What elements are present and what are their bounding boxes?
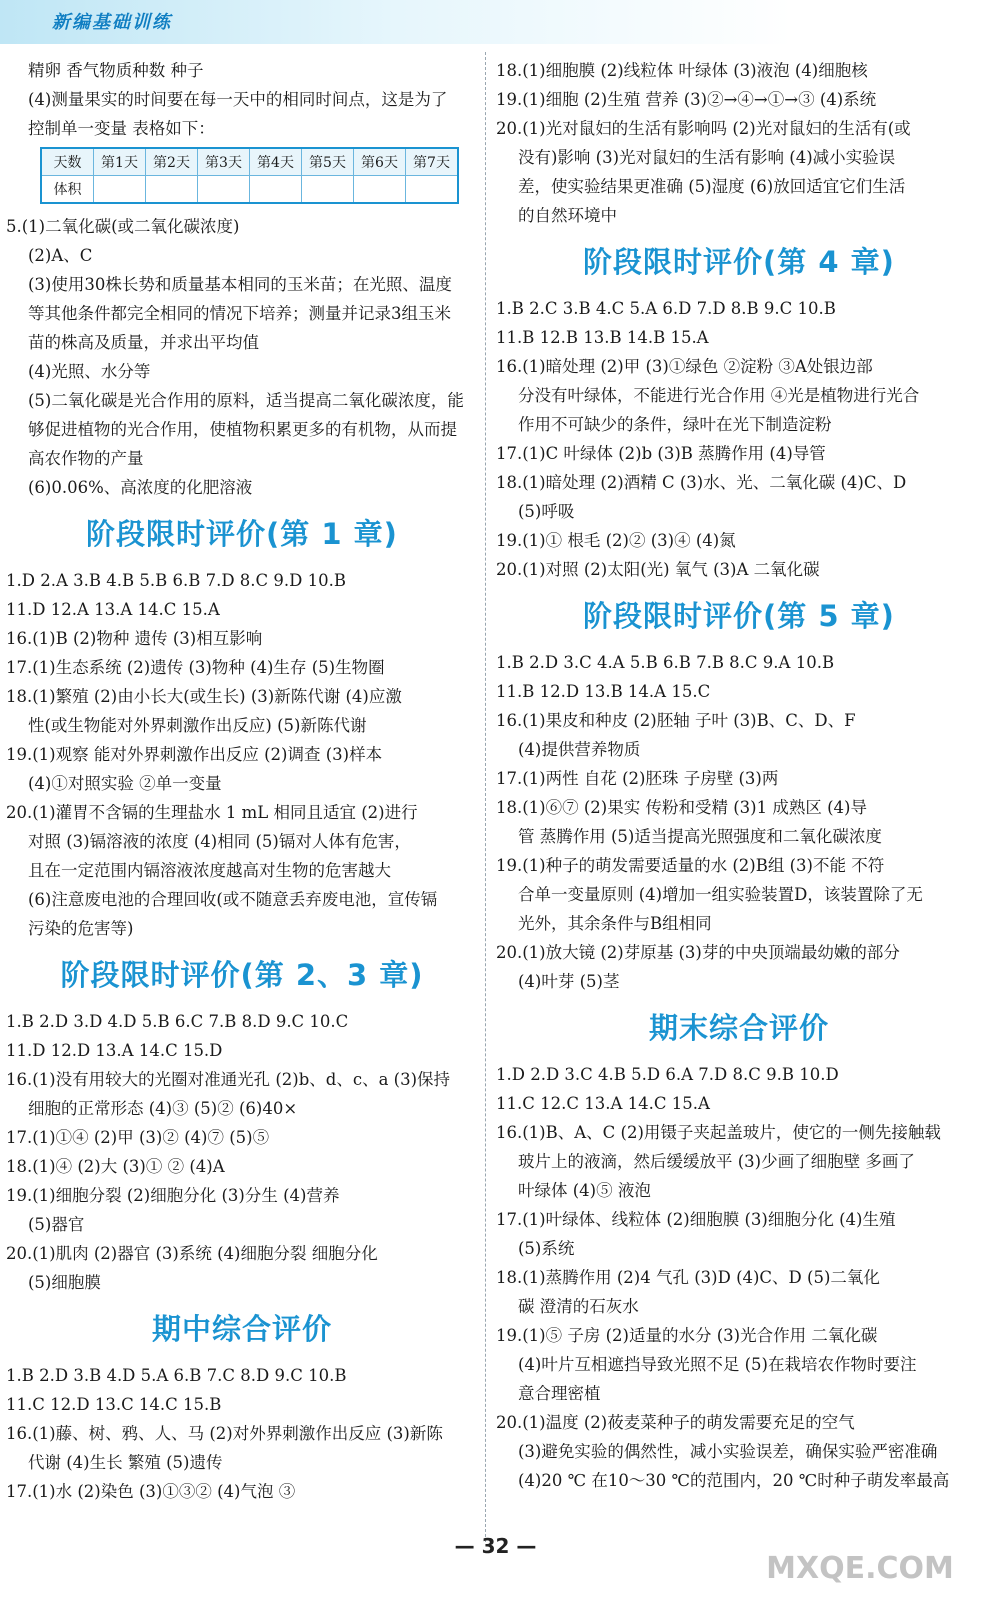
answer-line: 叶绿体 (4)⑤ 液泡 xyxy=(518,1181,651,1200)
answer-line: 1.D 2.D 3.C 4.B 5.D 6.A 7.D 8.C 9.B 10.D xyxy=(496,1065,839,1084)
table-cell xyxy=(406,176,459,204)
table-cell xyxy=(94,176,146,204)
table-cell: 第3天 xyxy=(198,148,250,176)
table-cell xyxy=(354,176,406,204)
page-number: — 32 — xyxy=(454,1534,537,1558)
answer-line: (3)使用30株长势和质量基本相同的玉米苗；在光照、温度 xyxy=(28,275,452,294)
answer-line: 19.(1)⑤ 子房 (2)适量的水分 (3)光合作用 二氧化碳 xyxy=(496,1326,878,1345)
answer-line: 性(或生物能对外界刺激作出反应) (5)新陈代谢 xyxy=(28,716,367,735)
answer-line: 光外，其余条件与B组相同 xyxy=(518,914,712,933)
section-heading: 阶段限时评价(第 4 章) xyxy=(583,245,895,279)
answer-line: 19.(1)细胞分裂 (2)细胞分化 (3)分生 (4)营养 xyxy=(6,1186,340,1205)
section-heading: 阶段限时评价(第 5 章) xyxy=(583,599,895,633)
answer-line: 11.D 12.D 13.A 14.C 15.D xyxy=(6,1041,223,1060)
table-cell: 天数 xyxy=(41,148,94,176)
answer-line: (3)避免实验的偶然性，减小实验误差，确保实验严密准确 xyxy=(518,1442,938,1461)
table-cell: 第7天 xyxy=(406,148,459,176)
table-cell xyxy=(198,176,250,204)
answer-line: 19.(1)种子的萌发需要适量的水 (2)B组 (3)不能 不符 xyxy=(496,856,885,875)
answer-line: 17.(1)C 叶绿体 (2)b (3)B 蒸腾作用 (4)导管 xyxy=(496,444,826,463)
answer-line: 18.(1)暗处理 (2)酒精 C (3)水、光、二氧化碳 (4)C、D xyxy=(496,473,907,492)
table-cell xyxy=(250,176,302,204)
answer-line: 16.(1)果皮和种皮 (2)胚轴 子叶 (3)B、C、D、F xyxy=(496,711,856,730)
answer-line: 且在一定范围内镉溶液浓度越高对生物的危害越大 xyxy=(28,861,391,880)
answer-line: 1.B 2.D 3.D 4.D 5.B 6.C 7.B 8.D 9.C 10.C xyxy=(6,1012,349,1031)
answer-line: 污染的危害等) xyxy=(28,919,134,938)
answer-line: 等其他条件都完全相同的情况下培养；测量并记录3组玉米 xyxy=(28,304,451,323)
answer-line: (5)细胞膜 xyxy=(28,1273,101,1292)
answer-line: (6)注意废电池的合理回收(或不随意丢弃废电池，宣传镉 xyxy=(28,890,438,909)
answer-line: (2)A、C xyxy=(28,246,93,265)
answer-line: 精卵 香气物质种数 种子 xyxy=(28,61,204,80)
answer-line: 1.B 2.D 3.C 4.A 5.B 6.B 7.B 8.C 9.A 10.B xyxy=(496,653,835,672)
answer-line: 合单一变量原则 (4)增加一组实验装置D，该装置除了无 xyxy=(518,885,923,904)
answer-line: 1.B 2.C 3.B 4.C 5.A 6.D 7.D 8.B 9.C 10.B xyxy=(496,299,836,318)
answer-line: 细胞的正常形态 (4)③ (5)② (6)40× xyxy=(28,1099,298,1118)
table-cell xyxy=(146,176,198,204)
answer-line: 1.D 2.A 3.B 4.B 5.B 6.B 7.D 8.C 9.D 10.B xyxy=(6,571,346,590)
answer-line: (4)叶芽 (5)茎 xyxy=(518,972,620,991)
answer-line: 高农作物的产量 xyxy=(28,449,144,468)
answer-line: 管 蒸腾作用 (5)适当提高光照强度和二氧化碳浓度 xyxy=(518,827,882,846)
answer-line: 18.(1)繁殖 (2)由小长大(或生长) (3)新陈代谢 (4)应激 xyxy=(6,687,402,706)
answer-line: (4)光照、水分等 xyxy=(28,362,151,381)
table-cell: 第1天 xyxy=(94,148,146,176)
answer-line: 18.(1)④ (2)大 (3)① ② (4)A xyxy=(6,1157,225,1176)
answer-line: (4)①对照实验 ②单一变量 xyxy=(28,774,222,793)
answer-line: 1.B 2.D 3.B 4.D 5.A 6.B 7.C 8.D 9.C 10.B xyxy=(6,1366,347,1385)
answer-line: (4)测量果实的时间要在每一天中的相同时间点，这是为了 xyxy=(28,90,448,109)
answer-line: 17.(1)两性 自花 (2)胚珠 子房壁 (3)两 xyxy=(496,769,779,788)
answer-line: 16.(1)没有用较大的光圈对准通光孔 (2)b、d、c、a (3)保持 xyxy=(6,1070,451,1089)
answer-line: 11.C 12.D 13.C 14.C 15.B xyxy=(6,1395,222,1414)
table-cell xyxy=(302,176,354,204)
table-cell: 第2天 xyxy=(146,148,198,176)
answer-line: 20.(1)对照 (2)太阳(光) 氧气 (3)A 二氧化碳 xyxy=(496,560,820,579)
answer-line: 20.(1)光对鼠妇的生活有影响吗 (2)光对鼠妇的生活有(或 xyxy=(496,119,911,138)
answer-line: 11.B 12.B 13.B 14.B 15.A xyxy=(496,328,709,347)
answer-line: 18.(1)⑥⑦ (2)果实 传粉和受精 (3)1 成熟区 (4)导 xyxy=(496,798,867,817)
answer-line: 17.(1)叶绿体、线粒体 (2)细胞膜 (3)细胞分化 (4)生殖 xyxy=(496,1210,896,1229)
table-cell: 第4天 xyxy=(250,148,302,176)
answer-line: 对照 (3)镉溶液的浓度 (4)相同 (5)镉对人体有危害， xyxy=(28,832,411,851)
answer-line: 19.(1)① 根毛 (2)② (3)④ (4)氮 xyxy=(496,531,736,550)
answer-line: (5)呼吸 xyxy=(518,502,575,521)
answer-line: 20.(1)放大镜 (2)芽原基 (3)芽的中央顶端最幼嫩的部分 xyxy=(496,943,900,962)
section-heading: 期末综合评价 xyxy=(648,1011,829,1045)
answer-line: 11.D 12.A 13.A 14.C 15.A xyxy=(6,600,220,619)
answer-line: 差，使实验结果更准确 (5)湿度 (6)放回适宜它们生活 xyxy=(518,177,906,196)
book-series-title: 新编基础训练 xyxy=(52,12,172,33)
answer-line: 11.C 12.C 13.A 14.C 15.A xyxy=(496,1094,710,1113)
table-row xyxy=(41,148,458,176)
answer-line: (5)器官 xyxy=(28,1215,85,1234)
answer-line: 苗的株高及质量，并求出平均值 xyxy=(28,333,259,352)
answer-line: 20.(1)温度 (2)莜麦菜种子的萌发需要充足的空气 xyxy=(496,1413,855,1432)
answer-line: 16.(1)藤、树、鸦、人、马 (2)对外界刺激作出反应 (3)新陈 xyxy=(6,1424,443,1443)
answer-line: 没有)影响 (3)光对鼠妇的生活有影响 (4)减小实验误 xyxy=(518,148,896,167)
section-heading: 期中综合评价 xyxy=(151,1312,332,1346)
answer-line: 16.(1)B、A、C (2)用镊子夹起盖玻片，使它的一侧先接触载 xyxy=(496,1123,941,1142)
answer-line: 5.(1)二氧化碳(或二氧化碳浓度) xyxy=(6,217,240,236)
answer-line: 18.(1)细胞膜 (2)线粒体 叶绿体 (3)液泡 (4)细胞核 xyxy=(496,61,868,80)
table-cell: 第6天 xyxy=(354,148,406,176)
answer-line: 17.(1)生态系统 (2)遗传 (3)物种 (4)生存 (5)生物圈 xyxy=(6,658,385,677)
section-heading: 阶段限时评价(第 2、3 章) xyxy=(60,958,424,992)
answer-line: 16.(1)暗处理 (2)甲 (3)①绿色 ②淀粉 ③A处银边部 xyxy=(496,357,873,376)
answer-line: (4)20 ℃ 在10～30 ℃的范围内，20 ℃时种子萌发率最高 xyxy=(518,1471,950,1490)
answer-line: (5)二氧化碳是光合作用的原料，适当提高二氧化碳浓度，能 xyxy=(28,391,464,410)
answer-line: 作用不可缺少的条件，绿叶在光下制造淀粉 xyxy=(518,415,832,434)
answer-line: (6)0.06%、高浓度的化肥溶液 xyxy=(28,478,253,497)
answer-line: 够促进植物的光合作用，使植物积累更多的有机物，从而提 xyxy=(28,420,457,439)
answer-line: 19.(1)观察 能对外界刺激作出反应 (2)调查 (3)样本 xyxy=(6,745,383,764)
answer-line: 意合理密植 xyxy=(518,1384,601,1403)
answer-line: 玻片上的液滴，然后缓缓放平 (3)少画了细胞壁 多画了 xyxy=(518,1152,915,1171)
answer-line: 17.(1)水 (2)染色 (3)①③② (4)气泡 ③ xyxy=(6,1482,296,1501)
answer-line: (4)提供营养物质 xyxy=(518,740,641,759)
header-banner xyxy=(0,0,991,44)
answer-line: 18.(1)蒸腾作用 (2)4 气孔 (3)D (4)C、D (5)二氧化 xyxy=(496,1268,880,1287)
answer-line: 代谢 (4)生长 繁殖 (5)遗传 xyxy=(28,1453,223,1472)
answer-line: 分没有叶绿体，不能进行光合作用 ④光是植物进行光合 xyxy=(518,386,920,405)
answer-line: (4)叶片互相遮挡导致光照不足 (5)在栽培农作物时要注 xyxy=(518,1355,917,1374)
answer-line: 19.(1)细胞 (2)生殖 营养 (3)②→④→①→③ (4)系统 xyxy=(496,90,877,109)
answer-line: 11.B 12.D 13.B 14.A 15.C xyxy=(496,682,711,701)
column-divider xyxy=(485,52,486,1542)
section-heading: 阶段限时评价(第 1 章) xyxy=(86,517,398,551)
watermark-text: MXQE.COM xyxy=(766,1551,954,1586)
table-cell: 体积 xyxy=(41,176,94,204)
measurement-table xyxy=(40,147,459,204)
answer-line: (5)系统 xyxy=(518,1239,575,1258)
answer-line: 17.(1)①④ (2)甲 (3)② (4)⑦ (5)⑤ xyxy=(6,1128,270,1147)
answer-line: 控制单一变量 表格如下： xyxy=(28,119,215,138)
answer-line: 的自然环境中 xyxy=(518,206,617,225)
answer-line: 16.(1)B (2)物种 遗传 (3)相互影响 xyxy=(6,629,263,648)
answer-line: 碳 澄清的石灰水 xyxy=(518,1297,639,1316)
watermark-logo xyxy=(755,1538,965,1594)
table-row xyxy=(41,176,458,204)
left-column xyxy=(6,56,478,1506)
answer-line: 20.(1)肌肉 (2)器官 (3)系统 (4)细胞分裂 细胞分化 xyxy=(6,1244,378,1263)
table-cell: 第5天 xyxy=(302,148,354,176)
answer-line: 20.(1)灌胃不含镉的生理盐水 1 mL 相同且适宜 (2)进行 xyxy=(6,803,418,822)
right-column xyxy=(496,56,982,1495)
